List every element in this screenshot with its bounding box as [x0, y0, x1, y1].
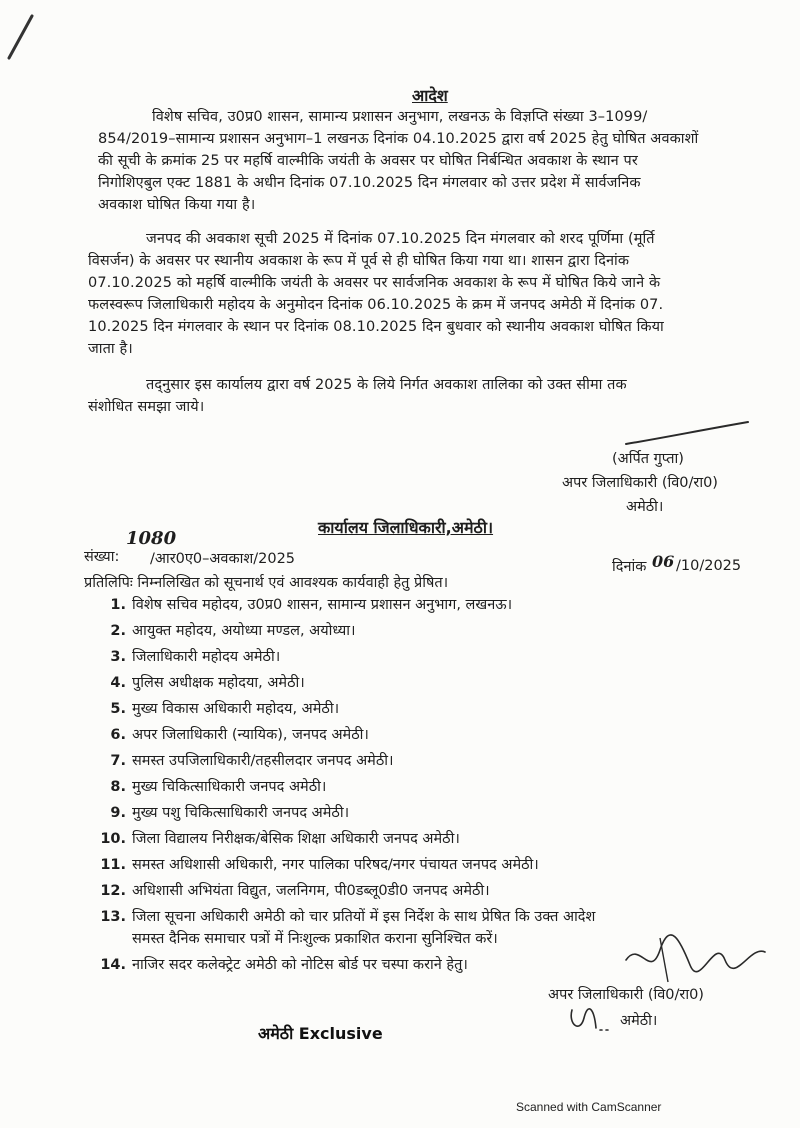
bottom-signatory-designation: अपर जिलाधिकारी (वि0/रा0): [548, 987, 704, 1003]
office-heading: कार्यालय जिलाधिकारी,अमेठी।: [318, 518, 494, 537]
paragraph-1-line: विशेष सचिव, उ0प्र0 शासन, सामान्य प्रशासन अनुभाग, लखनऊ के विज्ञप्ति संख्या 3–1099/: [152, 109, 648, 125]
date-day-handwritten: 06: [652, 552, 675, 571]
signatory-place: अमेठी।: [626, 499, 664, 515]
paragraph-2-line: 07.10.2025 को महर्षि वाल्मीकि जयंती के अवसर पर सार्वजनिक अवकाश के रूप में घोषित किये जाने के: [88, 275, 661, 291]
paragraph-2-line: जाता है।: [88, 341, 133, 357]
initials-scribble: [566, 1004, 616, 1038]
paragraph-2-line: फलस्वरूप जिलाधिकारी महोदय के अनुमोदन दिनांक 06.10.2025 के क्रम में जनपद अमेठी में दिनांक 07.: [88, 297, 664, 313]
paragraph-1-line: अवकाश घोषित किया गया है।: [98, 197, 256, 213]
paragraph-2-line: विसर्जन) के अवसर पर स्थानीय अवकाश के रूप में पूर्व से ही घोषित किया गया था। शासन द्वारा दिनांक: [88, 253, 630, 269]
paragraph-1-line: निगोशिएबुल एक्ट 1881 के अधीन दिनांक 07.10.2025 दिन मंगलवार को उत्तर प्रदेश में सार्वजनिक: [98, 175, 641, 191]
signatory-designation: अपर जिलाधिकारी (वि0/रा0): [562, 475, 718, 491]
paragraph-3-line: संशोधित समझा जाये।: [88, 399, 205, 415]
paragraph-2-line: जनपद की अवकाश सूची 2025 में दिनांक 07.10.2025 दिन मंगलवार को शरद पूर्णिमा (मूर्ति: [146, 231, 655, 247]
signature-scribble: [622, 418, 752, 448]
reference-label: संख्या:: [84, 549, 120, 565]
list-item: 8. मुख्य चिकित्साधिकारी जनपद अमेठी।: [110, 779, 327, 795]
paragraph-3-line: तद्नुसार इस कार्यालय द्वारा वर्ष 2025 के लिये निर्गत अवकाश तालिका को उक्त सीमा तक: [146, 377, 627, 393]
date-rest: /10/2025: [676, 558, 742, 574]
paragraph-1-line: की सूची के क्रमांक 25 पर महर्षि वाल्मीकि जयंती के अवसर पर घोषित निर्बन्धित अवकाश के स्थान पर: [98, 153, 638, 169]
pen-stroke-mark: [6, 12, 36, 62]
list-item: 11. समस्त अधिशासी अधिकारी, नगर पालिका परिषद/नगर पंचायत जनपद अमेठी।: [100, 857, 539, 873]
document-title: आदेश: [412, 86, 448, 105]
paragraph-1-line: 854/2019–सामान्य प्रशासन अनुभाग–1 लखनऊ दिनांक 04.10.2025 द्वारा वर्ष 2025 हेतु घोषित अवकाशों: [98, 131, 699, 147]
reference-suffix: /आर0ए0–अवकाश/2025: [150, 551, 296, 567]
list-item: 14. नाजिर सदर कलेक्ट्रेट अमेठी को नोटिस बोर्ड पर चस्पा कराने हेतु।: [100, 957, 468, 973]
list-item: 1. विशेष सचिव महोदय, उ0प्र0 शासन, सामान्य प्रशासन अनुभाग, लखनऊ।: [110, 597, 513, 613]
list-item: 9. मुख्य पशु चिकित्साधिकारी जनपद अमेठी।: [110, 805, 350, 821]
reference-number-handwritten: 1080: [126, 528, 177, 549]
list-item: 5. मुख्य विकास अधिकारी महोदय, अमेठी।: [110, 701, 340, 717]
bottom-signatory-place: अमेठी।: [620, 1013, 658, 1029]
bottom-signature-scribble: [620, 930, 770, 990]
copy-intro: प्रतिलिपिः निम्नलिखित को सूचनार्थ एवं आवश्यक कार्यवाही हेतु प्रेषित।: [84, 575, 449, 591]
signatory-name: (अर्पित गुप्ता): [612, 451, 684, 467]
scanner-footer: Scanned with CamScanner: [516, 1100, 662, 1114]
list-item: 10. जिला विद्यालय निरीक्षक/बेसिक शिक्षा अधिकारी जनपद अमेठी।: [100, 831, 460, 847]
list-item: 13. जिला सूचना अधिकारी अमेठी को चार प्रतियों में इस निर्देश के साथ प्रेषित कि उक्त आदेश: [100, 909, 596, 925]
list-item: 2. आयुक्त महोदय, अयोध्या मण्डल, अयोध्या।: [110, 623, 356, 639]
date-label: दिनांक: [612, 559, 647, 575]
paragraph-2-line: 10.2025 दिन मंगलवार के स्थान पर दिनांक 08.10.2025 दिन बुधवार को स्थानीय अवकाश घोषित किया: [88, 319, 664, 335]
list-item-continuation: समस्त दैनिक समाचार पत्रों में निःशुल्क प्रकाशित कराना सुनिश्चित करें।: [132, 931, 498, 947]
list-item: 7. समस्त उपजिलाधिकारी/तहसीलदार जनपद अमेठी।: [110, 753, 394, 769]
list-item: 6. अपर जिलाधिकारी (न्यायिक), जनपद अमेठी।: [110, 727, 369, 743]
list-item: 12. अधिशासी अभियंता विद्युत, जलनिगम, पी0डब्लू0डी0 जनपद अमेठी।: [100, 883, 490, 899]
watermark-text: अमेठी Exclusive: [258, 1024, 383, 1043]
list-item: 3. जिलाधिकारी महोदय अमेठी।: [110, 649, 281, 665]
list-item: 4. पुलिस अधीक्षक महोदया, अमेठी।: [110, 675, 305, 691]
